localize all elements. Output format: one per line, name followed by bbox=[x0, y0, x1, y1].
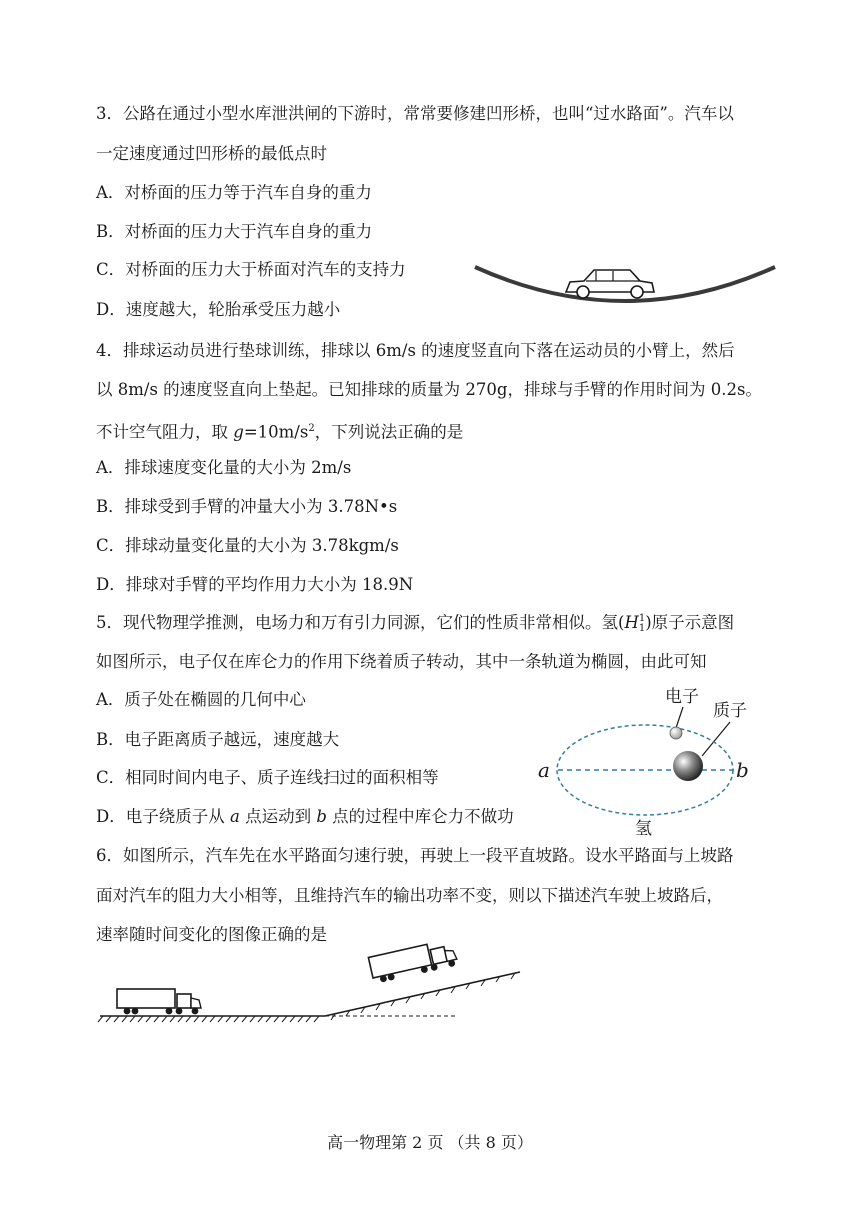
q4-option-d: D．排球对手臂的平均作用力大小为 18.9N bbox=[96, 575, 414, 594]
point-a-label: a bbox=[538, 758, 550, 782]
q6-stem-line-3: 速率随时间变化的图像正确的是 bbox=[96, 925, 327, 944]
point-b-label: b bbox=[736, 758, 749, 782]
electron-sphere bbox=[670, 727, 682, 739]
truck-flat-icon bbox=[117, 989, 201, 1014]
proton-sphere bbox=[673, 751, 703, 781]
electron-pointer bbox=[676, 707, 683, 728]
hydrogen-atom-figure bbox=[530, 680, 770, 840]
q4-stem-line-2: 以 8m/s 的速度竖直向上垫起。已知排球的质量为 270g，排球与手臂的作用时间为 0.2s。 bbox=[96, 380, 762, 399]
q5-option-d: D．电子绕质子从 a 点运动到 b 点的过程中库仑力不做功 bbox=[96, 807, 514, 826]
q3-option-c: C．对桥面的压力大于桥面对汽车的支持力 bbox=[96, 260, 406, 279]
q5-option-b: B．电子距离质子越远，速度越大 bbox=[96, 730, 340, 749]
q3-option-a: A．对桥面的压力等于汽车自身的重力 bbox=[96, 183, 372, 202]
electron-label: 电子 bbox=[665, 687, 699, 707]
q4-stem-line-1: 4．排球运动员进行垫球训练，排球以 6m/s 的速度竖直向下落在运动员的小臂上，然后 bbox=[96, 341, 735, 360]
q6-stem-line-1: 6．如图所示，汽车先在水平路面匀速行驶，再驶上一段平直坡路。设水平路面与上坡路 bbox=[96, 846, 734, 865]
q5-stem-line-2: 如图所示，电子仅在库仑力的作用下绕着质子转动，其中一条轨道为椭圆，由此可知 bbox=[96, 652, 707, 671]
q4-option-b: B．排球受到手臂的冲量大小为 3.78N•s bbox=[96, 497, 398, 516]
q4-option-a: A．排球速度变化量的大小为 2m/s bbox=[96, 458, 352, 477]
q3-option-d: D．速度越大，轮胎承受压力越小 bbox=[96, 300, 341, 319]
q6-stem-line-2: 面对汽车的阻力大小相等，且维持汽车的输出功率不变，则以下描述汽车驶上坡路后， bbox=[96, 886, 723, 905]
q3-stem-line-1: 3．公路在通过小型水库泄洪闸的下游时，常常要修建凹形桥，也叫“过水路面”。汽车以 bbox=[96, 104, 734, 123]
q5-option-c: C．相同时间内电子、质子连线扫过的面积相等 bbox=[96, 768, 439, 787]
proton-pointer bbox=[702, 722, 730, 756]
proton-label: 质子 bbox=[713, 701, 747, 721]
truck-slope-figure bbox=[95, 960, 530, 1030]
car-icon bbox=[566, 270, 654, 298]
q4-stem-line-3: 不计空气阻力，取 $g=10m/s^2$，下列说法正确的是 bbox=[96, 422, 464, 442]
q5-stem-line-1: 5．现代物理学推测，电场力和万有引力同源，它们的性质非常相似。氢(H 1 1 )原子示意图 bbox=[96, 612, 735, 634]
q5-option-a: A．质子处在椭圆的几何中心 bbox=[96, 690, 306, 709]
page-footer: 高一物理第 2 页 （共 8 页） bbox=[327, 1133, 533, 1152]
q3-stem-line-2: 一定速度通过凹形桥的最低点时 bbox=[96, 144, 327, 163]
hydrogen-label: 氢 bbox=[635, 819, 652, 839]
q4-option-c: C．排球动量变化量的大小为 3.78kgm/s bbox=[96, 536, 399, 555]
truck-slope-icon bbox=[368, 939, 458, 985]
concave-bridge-figure bbox=[470, 255, 780, 325]
q3-option-b: B．对桥面的压力大于汽车自身的重力 bbox=[96, 222, 373, 241]
